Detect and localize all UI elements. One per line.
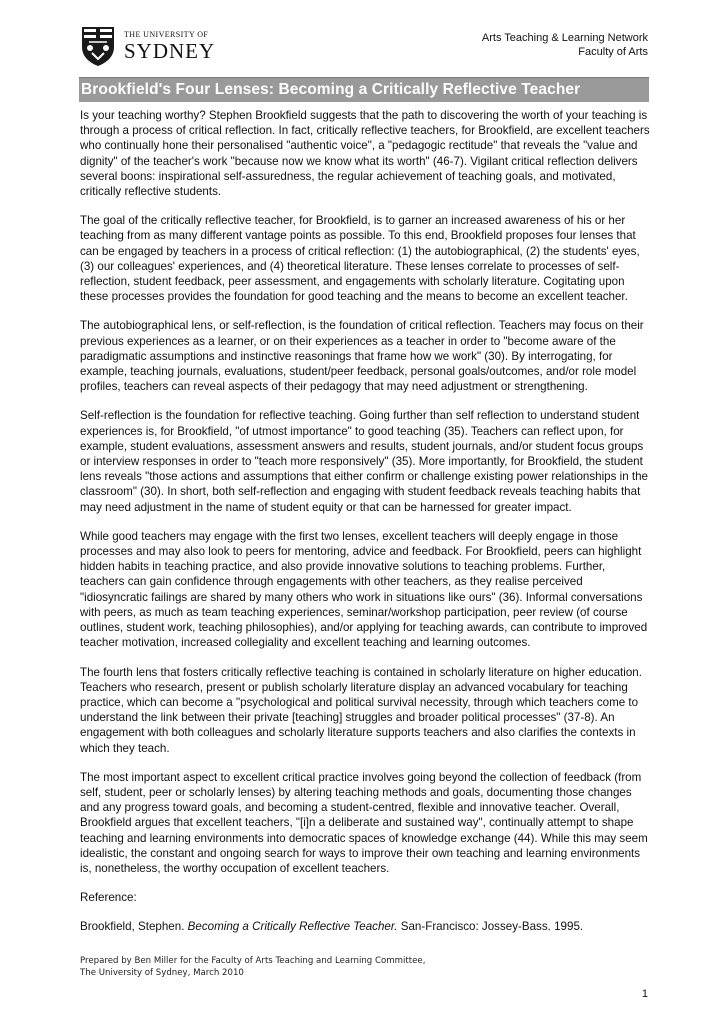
- page-title: Brookfield's Four Lenses: Becoming a Critically Reflective Teacher: [81, 81, 581, 98]
- university-logo: [80, 24, 220, 68]
- paragraph: The goal of the critically reflective teacher, for Brookfield, is to garner an increased awareness of his or her teaching from as many different vantage points as possible. To this end, Brookfield proposes four lenses that can be engaged by teachers in a process of critical reflection: (1) the autobiographical, (2) the students' eyes, (3) our colleagues' experiences, and (4) theoretical literature. These lenses correlate to processes of self-reflection, student feedback, peer assessment, and engagements with scholarly literature. Cogitating upon these processes provides the foundation for good teaching and the means to become an excellent teacher.: [80, 214, 640, 304]
- paragraph: Is your teaching worthy? Stephen Brookfield suggests that the path to discovering the worth of your teaching is through a process of critical reflection. In fact, critically reflective teachers, for Brookfield, are excellent teachers who continually hone their personalised "authentic voice", a "pedagogic rectitude" that reveals the "value and dignity" of the teacher's work "because now we know what its worth" (46-7). Vigilant critical reflection delivers several boons: inspirational self-assuredness, the regular achievement of teaching goals, and motivated, critically reflective students.: [80, 109, 650, 199]
- footer-line-1: Prepared by Ben Miller for the Faculty of Arts Teaching and Learning Committee,: [80, 956, 426, 966]
- page-number: 1: [641, 988, 648, 1000]
- reference-label: Reference:: [80, 891, 137, 905]
- footer: [80, 955, 425, 979]
- paragraph: While good teachers may engage with the first two lenses, excellent teachers will deeply engage in those processes and may also look to peers for mentoring, advice and feedback. For Brookfield, peers can highlight hidden habits in teaching practice, and also provide innovative solutions to teaching problems. Further, teachers can gain confidence through engagements with other teachers, as they realise perceived "idiosyncratic failings are shared by many others who work in situations like ours" (36). Informal conversations with peers, as much as team teaching experiences, seminar/workshop participation, peer review (of course outlines, student work, teaching philosophies), and/or applying for teaching awards, can contribute to improved teacher motivation, increased collegiality and excellent teaching and learning outcomes.: [80, 529, 648, 650]
- article-body: [80, 108, 652, 949]
- title-bar: [79, 77, 649, 102]
- university-name-small: THE UNIVERSITY OF: [124, 29, 209, 39]
- faculty-name: Faculty of Arts: [578, 46, 648, 58]
- reference-entry: [80, 919, 652, 934]
- paragraph: The fourth lens that fosters critically reflective teaching is contained in scholarly literature on higher education. Teachers who research, present or publish scholarly literature display an advanced vocabulary for teaching practice, which can become a "psychological and political survival necessity, through which teachers come to understand the link between their private [teaching] struggles and broader political processes" (37-8). An engagement with both colleagues and scholarly literature supports teachers and also clarifies the contexts in which they teach.: [80, 665, 642, 755]
- university-name: SYDNEY: [124, 38, 216, 63]
- reference-section: [80, 890, 652, 934]
- header-network: [482, 31, 648, 59]
- network-name: Arts Teaching & Learning Network: [481, 32, 648, 44]
- reference-book-title: Becoming a Critically Reflective Teacher.: [187, 920, 398, 934]
- paragraph: The most important aspect to excellent critical practice involves going beyond the collection of feedback (from self, student, peer or scholarly lenses) by altering teaching methods and goals, documenting those changes and any progress toward goals, and becoming a student-centred, flexible and innovative teacher. Overall, Brookfield argues that excellent teachers, "[i]n a deliberate and sustained way", continually attempt to shape teaching and learning environments into democratic spaces of knowledge exchange (44). While this may seem idealistic, the constant and ongoing search for ways to improve their own teaching and learning environments is, nonetheless, the worthy occupation of excellent teachers.: [80, 770, 648, 875]
- reference-publisher: San-Francisco: Jossey-Bass. 1995.: [400, 920, 584, 934]
- reference-author: Brookfield, Stephen.: [80, 920, 185, 934]
- paragraph: The autobiographical lens, or self-reflection, is the foundation of critical reflection. Teachers may focus on their previous experiences as a learner, or on their experiences as a teacher in order to "become aware of the paradigmatic assumptions and instinctive reasonings that frame how we work" (30). By interrogating, for example, teaching journals, evaluations, student/peer feedback, personal goals/outcomes, and/or role model profiles, teachers can reveal aspects of their pedagogy that may need adjustment or strengthening.: [80, 319, 644, 394]
- crest-icon: [80, 25, 116, 67]
- paragraph: Self-reflection is the foundation for reflective teaching. Going further than self reflection to understand student experiences is, for Brookfield, "of utmost importance" to good teaching (35). Teachers can reflect upon, for example, student evaluations, assessment answers and results, student journals, and/or student focus groups or interview responses in order to "teach more responsively" (35). More importantly, for Brookfield, the student lens reveals "those actions and assumptions that either confirm or challenge existing power relationships in the classroom" (30). In short, both self-reflection and engaging with student feedback reveals teaching habits that may need adjustment in the name of student equity or that can be harnessed for greater impact.: [80, 409, 649, 514]
- footer-line-2: The University of Sydney, March 2010: [80, 968, 244, 978]
